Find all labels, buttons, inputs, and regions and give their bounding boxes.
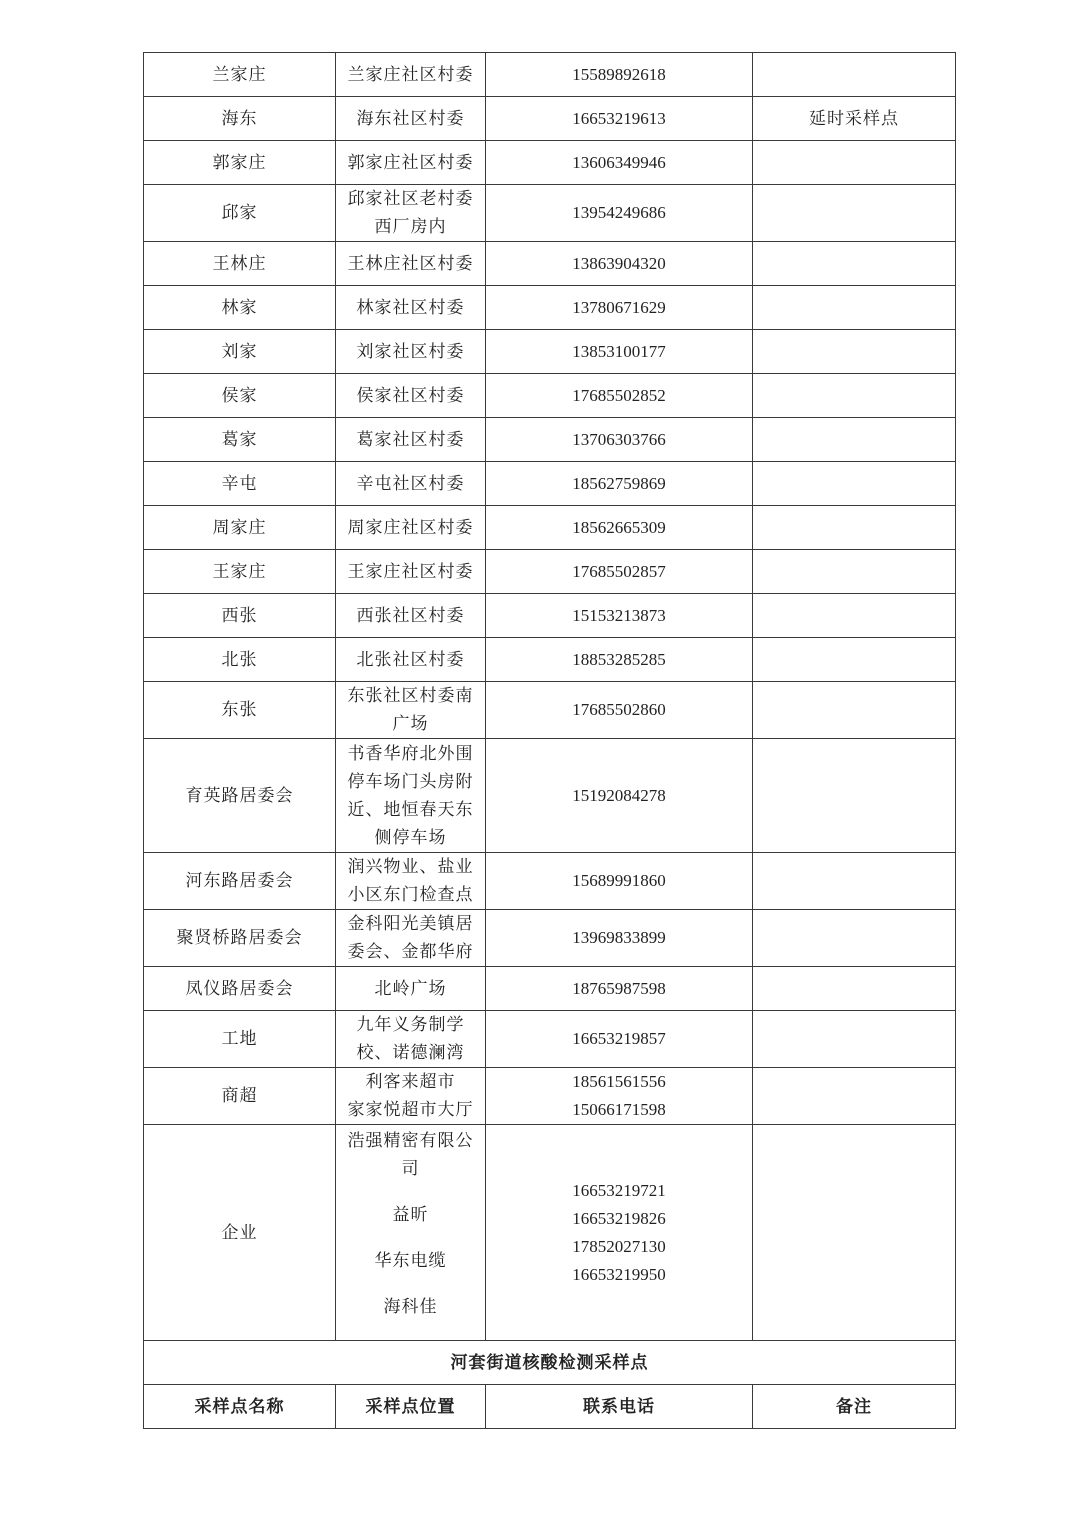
site-location-line: 北张社区村委 [356, 649, 465, 670]
note-cell [753, 853, 956, 910]
site-name-cell [144, 967, 336, 1011]
note-cell [753, 967, 956, 1011]
site-location-line: 林家社区村委 [356, 297, 465, 318]
site-name: 凤仪路居委会 [185, 978, 294, 999]
site-location-line: 海东社区村委 [356, 108, 465, 129]
table-row [144, 910, 956, 967]
site-location-line: 海科佳 [383, 1297, 438, 1317]
site-name: 聚贤桥路居委会 [176, 928, 303, 948]
site-name: 育英路居委会 [185, 785, 294, 806]
site-location-line: 九年义务制学 [356, 1015, 465, 1035]
contact-phone-cell [486, 97, 753, 141]
sampling-points-table [143, 52, 956, 1429]
site-name: 郭家庄 [212, 152, 267, 173]
site-name-cell [144, 185, 336, 242]
site-name-cell [144, 462, 336, 506]
table-row [144, 53, 956, 97]
contact-phone: 15153213873 [572, 605, 666, 625]
site-name-cell [144, 910, 336, 967]
site-name-cell [144, 286, 336, 330]
table-row [144, 1068, 956, 1125]
site-name-cell [144, 638, 336, 682]
site-name-cell [144, 141, 336, 185]
site-name-cell [144, 506, 336, 550]
site-location-line: 家家悦超市大厅 [347, 1100, 474, 1120]
site-name: 西张 [221, 605, 258, 626]
site-name: 企业 [221, 1222, 258, 1243]
contact-phone-cell [486, 967, 753, 1011]
contact-phone-cell [486, 242, 753, 286]
site-location-cell [336, 1011, 486, 1068]
note-cell [753, 1068, 956, 1125]
note-cell [753, 97, 956, 141]
site-name: 王林庄 [212, 253, 267, 274]
note-cell [753, 594, 956, 638]
site-name: 兰家庄 [212, 64, 267, 85]
contact-phone: 15066171598 [572, 1100, 666, 1119]
contact-phone: 15192084278 [572, 785, 666, 805]
table-row [144, 682, 956, 739]
site-location-line: 王林庄社区村委 [347, 253, 474, 274]
site-location-line: 刘家社区村委 [356, 341, 465, 362]
site-name: 工地 [221, 1029, 258, 1049]
table-row [144, 967, 956, 1011]
contact-phone-cell [486, 1011, 753, 1068]
table-row-enterprise [144, 1125, 956, 1341]
contact-phone: 13780671629 [572, 297, 666, 317]
site-location-line: 校、诺德澜湾 [356, 1043, 465, 1063]
contact-phone: 17685502852 [572, 385, 666, 405]
site-location-cell [336, 967, 486, 1011]
site-location-cell [336, 374, 486, 418]
note-cell [753, 185, 956, 242]
contact-phone: 13954249686 [572, 203, 666, 222]
site-location-cell [336, 242, 486, 286]
note-cell [753, 418, 956, 462]
site-name: 河东路居委会 [185, 871, 294, 891]
table-row [144, 1011, 956, 1068]
note-cell [753, 1011, 956, 1068]
site-location-cell [336, 550, 486, 594]
contact-phone: 16653219857 [572, 1029, 666, 1048]
site-location-line: 周家庄社区村委 [347, 517, 474, 538]
site-name-cell [144, 330, 336, 374]
site-name: 海东 [221, 108, 258, 129]
table-row [144, 286, 956, 330]
contact-phone: 15589892618 [572, 64, 666, 84]
note-cell [753, 506, 956, 550]
site-location-line: 邱家社区老村委 [347, 189, 474, 209]
contact-phone-cell [486, 374, 753, 418]
contact-phone-cell [486, 594, 753, 638]
contact-phone-cell [486, 1068, 753, 1125]
site-location-line: 书香华府北外围 [347, 743, 474, 764]
note-cell [753, 550, 956, 594]
site-name-cell [144, 97, 336, 141]
site-name-cell [144, 418, 336, 462]
note-cell [753, 910, 956, 967]
header-row [144, 1385, 956, 1429]
site-name: 周家庄 [212, 517, 267, 538]
contact-phone: 13863904320 [572, 253, 666, 273]
contact-phone-cell [486, 550, 753, 594]
site-location-cell [336, 141, 486, 185]
site-location-line: 北岭广场 [374, 978, 447, 999]
site-location-cell [336, 330, 486, 374]
site-name: 北张 [221, 649, 258, 670]
table-row [144, 185, 956, 242]
site-location-cell [336, 853, 486, 910]
contact-phone: 17685502857 [572, 561, 666, 581]
site-name: 王家庄 [212, 561, 267, 582]
site-name: 商超 [221, 1086, 258, 1106]
table-row [144, 638, 956, 682]
table-row [144, 739, 956, 853]
site-location-line: 利客来超市 [365, 1072, 456, 1092]
site-name-cell [144, 242, 336, 286]
contact-phone: 17685502860 [572, 700, 666, 719]
contact-phone: 18562665309 [572, 517, 666, 537]
site-location-line: 西厂房内 [374, 217, 447, 237]
site-location-cell [336, 53, 486, 97]
contact-phone: 13969833899 [572, 928, 666, 947]
site-location-cell [336, 286, 486, 330]
site-location-line: 葛家社区村委 [356, 429, 465, 450]
table-row [144, 242, 956, 286]
site-location-cell [336, 97, 486, 141]
note-text: 延时采样点 [809, 108, 899, 129]
site-location-line: 西张社区村委 [356, 605, 465, 626]
contact-phone: 16653219613 [572, 108, 666, 128]
contact-phone-cell [486, 638, 753, 682]
contact-phone: 18562759869 [572, 473, 666, 493]
site-name: 刘家 [221, 341, 258, 362]
site-location-line: 浩强精密有限公 [347, 1131, 474, 1151]
note-cell [753, 462, 956, 506]
contact-phone: 18853285285 [572, 649, 666, 669]
contact-phone-cell [486, 853, 753, 910]
contact-phone: 15689991860 [572, 871, 666, 890]
note-cell [753, 242, 956, 286]
contact-phone-cell [486, 141, 753, 185]
site-location-line: 华东电缆 [374, 1251, 447, 1271]
site-location-cell [336, 506, 486, 550]
site-location-line: 辛屯社区村委 [356, 473, 465, 494]
site-name-cell [144, 853, 336, 910]
site-location-line: 委会、金都华府 [347, 942, 474, 962]
table-row [144, 330, 956, 374]
contact-phone-cell [486, 1125, 753, 1341]
note-cell [753, 374, 956, 418]
site-location-line: 郭家庄社区村委 [347, 152, 474, 173]
site-location-cell [336, 462, 486, 506]
site-name-cell [144, 53, 336, 97]
site-name-cell [144, 550, 336, 594]
site-location-line: 广场 [392, 714, 429, 734]
section-title-row [144, 1341, 956, 1385]
note-cell [753, 53, 956, 97]
site-location-cell [336, 1068, 486, 1125]
site-name: 辛屯 [221, 473, 258, 494]
site-name: 林家 [221, 297, 258, 318]
contact-phone-cell [486, 739, 753, 853]
site-name-cell [144, 374, 336, 418]
contact-phone-cell [486, 418, 753, 462]
contact-phone-cell [486, 286, 753, 330]
site-location-line: 金科阳光美镇居 [347, 914, 474, 934]
site-location-cell [336, 682, 486, 739]
site-location-line: 停车场门头房附 [347, 771, 474, 792]
header-note: 备注 [753, 1385, 956, 1429]
contact-phone-cell [486, 506, 753, 550]
contact-phone-cell [486, 53, 753, 97]
table-row [144, 853, 956, 910]
contact-phone: 16653219950 [572, 1264, 666, 1284]
contact-phone: 18561561556 [572, 1072, 666, 1091]
table-row [144, 594, 956, 638]
site-name-cell [144, 739, 336, 853]
contact-phone: 13706303766 [572, 429, 666, 449]
table-row [144, 141, 956, 185]
site-location-line: 司 [401, 1159, 420, 1179]
contact-phone-cell [486, 682, 753, 739]
site-location-line: 益昕 [392, 1205, 429, 1225]
contact-phone-cell [486, 330, 753, 374]
contact-phone: 13853100177 [572, 341, 666, 361]
contact-phone: 17852027130 [572, 1236, 666, 1256]
header-phone: 联系电话 [486, 1385, 753, 1429]
contact-phone-cell [486, 462, 753, 506]
site-location-cell [336, 418, 486, 462]
contact-phone: 16653219826 [572, 1208, 666, 1228]
table-row [144, 374, 956, 418]
site-location-line: 东张社区村委南 [347, 686, 474, 706]
site-name-cell [144, 1125, 336, 1341]
site-name: 侯家 [221, 385, 258, 406]
table-row [144, 418, 956, 462]
table-row [144, 462, 956, 506]
section-title: 河套街道核酸检测采样点 [144, 1341, 956, 1385]
site-location-cell [336, 1125, 486, 1341]
site-location-line: 侧停车场 [374, 827, 447, 848]
site-location-cell [336, 739, 486, 853]
table-row [144, 506, 956, 550]
note-cell [753, 1125, 956, 1341]
site-location-line: 王家庄社区村委 [347, 561, 474, 582]
site-name-cell [144, 1068, 336, 1125]
contact-phone: 18765987598 [572, 978, 666, 998]
table-row [144, 97, 956, 141]
table-body [144, 53, 956, 1341]
note-cell [753, 739, 956, 853]
contact-phone: 16653219721 [572, 1180, 666, 1200]
header-location: 采样点位置 [336, 1385, 486, 1429]
site-location-line: 兰家庄社区村委 [347, 64, 474, 85]
site-name: 东张 [221, 700, 258, 720]
note-cell [753, 330, 956, 374]
site-location-cell [336, 910, 486, 967]
contact-phone-cell [486, 185, 753, 242]
site-name-cell [144, 594, 336, 638]
site-location-cell [336, 185, 486, 242]
site-name: 葛家 [221, 429, 258, 450]
site-name-cell [144, 1011, 336, 1068]
site-location-cell [336, 638, 486, 682]
header-name: 采样点名称 [144, 1385, 336, 1429]
site-location-cell [336, 594, 486, 638]
note-cell [753, 638, 956, 682]
contact-phone: 13606349946 [572, 152, 666, 172]
contact-phone-cell [486, 910, 753, 967]
site-name: 邱家 [221, 203, 258, 223]
table-row [144, 550, 956, 594]
site-location-line: 润兴物业、盐业 [347, 857, 474, 877]
note-cell [753, 682, 956, 739]
site-name-cell [144, 682, 336, 739]
note-cell [753, 141, 956, 185]
site-location-line: 小区东门检查点 [347, 885, 474, 905]
note-cell [753, 286, 956, 330]
site-location-line: 侯家社区村委 [356, 385, 465, 406]
site-location-line: 近、地恒春天东 [347, 799, 474, 820]
